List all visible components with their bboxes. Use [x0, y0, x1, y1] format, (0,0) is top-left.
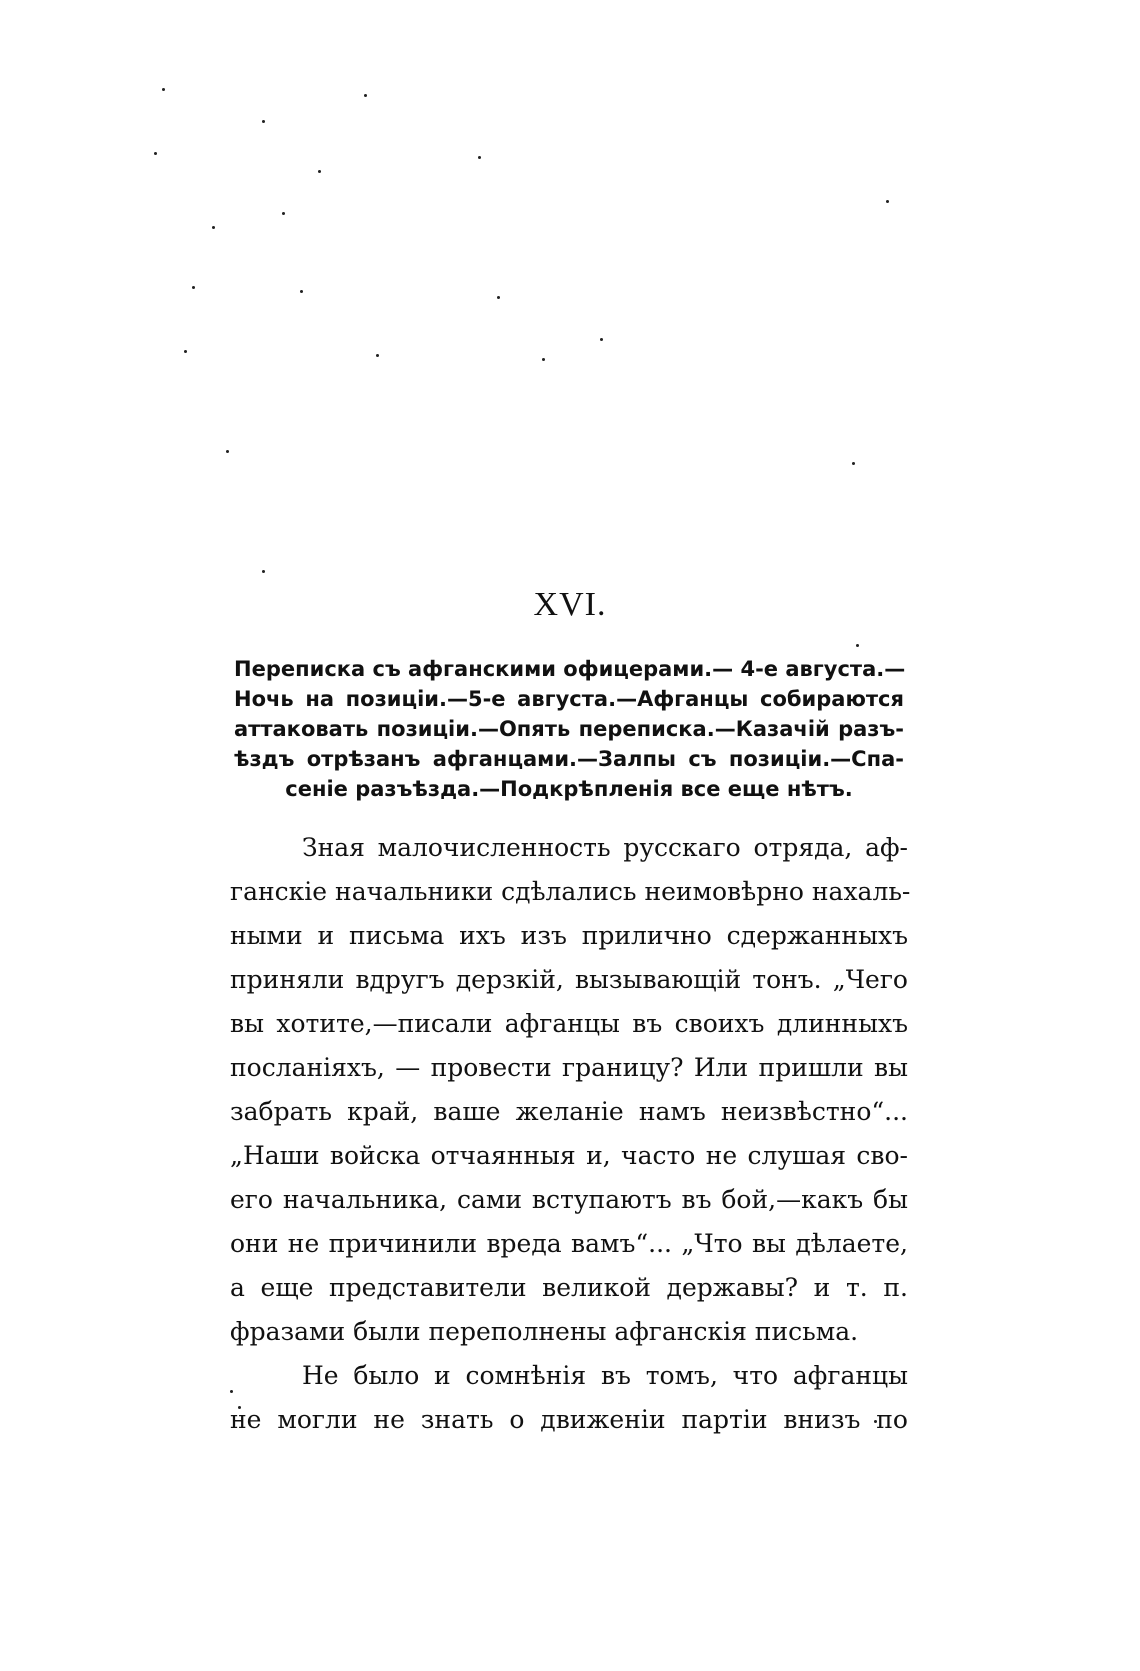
summary-line: Ночь на позиціи.—5-е августа.—Афганцы собираются — [234, 687, 904, 711]
chapter-summary — [234, 654, 904, 804]
body-line: не могли не знать о движеніи партіи внизъ по — [230, 1405, 908, 1434]
body-text — [230, 826, 911, 1442]
body-line: посланіяхъ, — провести границу? Или пришли вы — [230, 1053, 908, 1082]
summary-line: сеніе разъѣзда.—Подкрѣпленія все еще нѣтъ. — [285, 777, 853, 801]
summary-line: ѣздъ отрѣзанъ афганцами.—Залпы съ позиціи.—Спа- — [234, 747, 904, 771]
body-line: его начальника, сами вступаютъ въ бой,—какъ бы — [230, 1185, 908, 1214]
body-line: забрать край, ваше желаніе намъ неизвѣстно“... — [230, 1097, 908, 1126]
chapter-number: XVI. — [533, 586, 607, 623]
body-line: а еще представители великой державы? и т. п. — [230, 1273, 908, 1302]
body-line: Не было и сомнѣнія въ томъ, что афганцы — [302, 1361, 908, 1390]
body-line: вы хотите,—писали афганцы въ своихъ длинныхъ — [230, 1009, 908, 1038]
body-line: Зная малочисленность русскаго отряда, аф- — [302, 833, 908, 862]
summary-line: аттаковать позиціи.—Опять переписка.—Казачій разъ- — [234, 717, 904, 741]
body-line: ными и письма ихъ изъ прилично сдержанныхъ — [230, 921, 908, 950]
body-line: они не причинили вреда вамъ“... „Что вы дѣлаете, — [230, 1229, 908, 1258]
body-line: „Наши войска отчаянныя и, часто не слушая сво- — [230, 1141, 908, 1170]
body-line: фразами были переполнены афганскія письма. — [230, 1317, 859, 1346]
body-line: приняли вдругъ дерзкій, вызывающій тонъ. „Чего — [230, 965, 908, 994]
body-line: ганскіе начальники сдѣлались неимовѣрно нахаль- — [230, 877, 911, 906]
summary-line: Переписка съ афганскими офицерами.— 4-е августа.— — [234, 657, 906, 681]
